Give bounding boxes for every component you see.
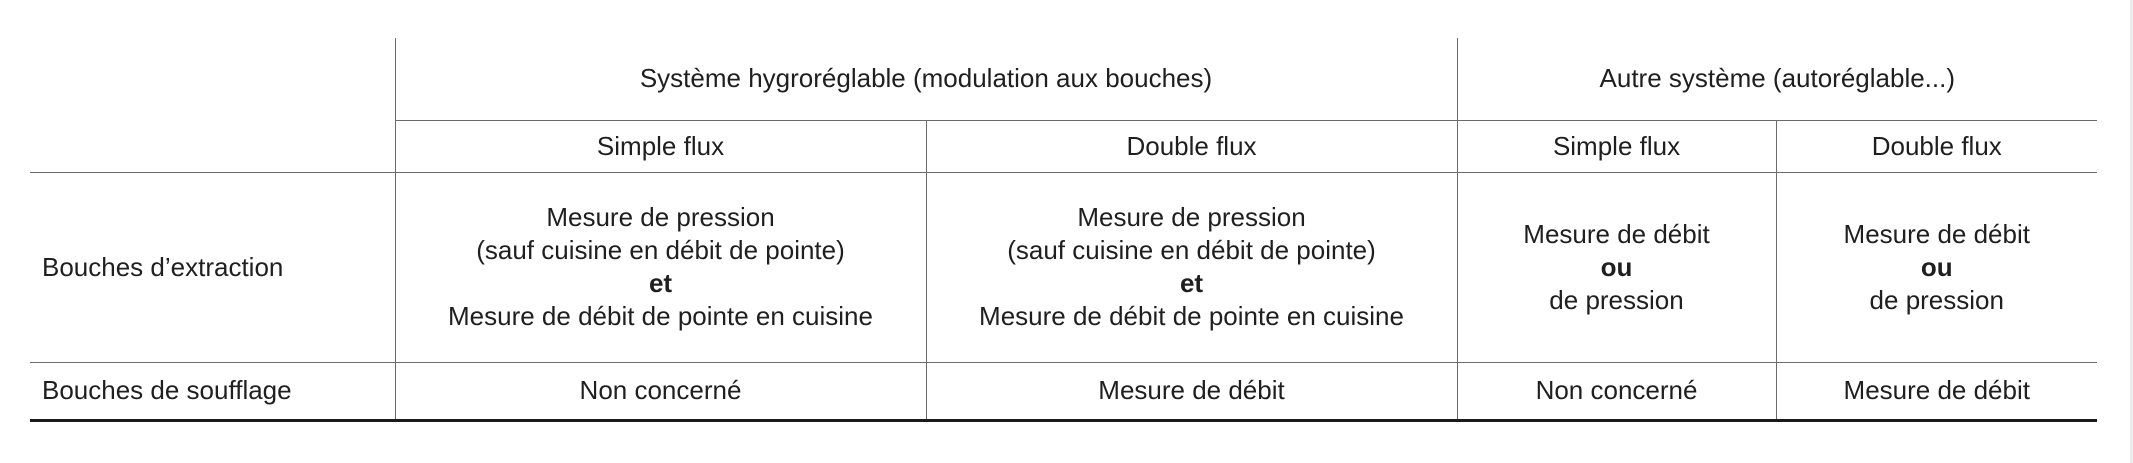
table-row — [30, 362, 2097, 420]
cell-extraction-other-double — [1776, 172, 2097, 362]
cell-line: Mesure de pression — [1077, 202, 1306, 232]
corner-cell — [30, 120, 395, 172]
sub-header-row — [30, 120, 2097, 172]
cell-line: Mesure de pression — [546, 202, 775, 232]
cell-conjunction: ou — [1600, 251, 1633, 282]
sub-header-other-double: Double flux — [1776, 120, 2097, 172]
cell-conjunction: et — [1179, 268, 1204, 298]
sub-header-other-simple: Simple flux — [1457, 120, 1776, 172]
cell-conjunction: et — [648, 268, 673, 298]
cell-line: de pression — [1869, 284, 2004, 315]
row-label-soufflage: Bouches de soufflage — [30, 362, 395, 420]
group-header-other: Autre système (autoréglable...) — [1457, 38, 2097, 120]
sub-header-hygro-double: Double flux — [926, 120, 1457, 172]
table-row — [30, 172, 2097, 362]
cell-line: (sauf cuisine en débit de pointe) — [1007, 235, 1376, 265]
sub-header-hygro-simple: Simple flux — [395, 120, 926, 172]
cell-soufflage-hygro-double: Mesure de débit — [926, 362, 1457, 420]
group-header-row — [30, 38, 2097, 120]
cell-line: Mesure de débit de pointe en cuisine — [448, 301, 873, 331]
cell-soufflage-hygro-simple: Non concerné — [395, 362, 926, 420]
corner-cell — [30, 38, 395, 120]
ventilation-measurement-table — [30, 38, 2097, 422]
cell-extraction-other-simple — [1457, 172, 1776, 362]
cell-soufflage-other-double: Mesure de débit — [1776, 362, 2097, 420]
cell-line: (sauf cuisine en débit de pointe) — [476, 235, 845, 265]
cell-extraction-hygro-simple — [395, 172, 926, 362]
cell-extraction-hygro-double — [926, 172, 1457, 362]
cell-soufflage-other-simple: Non concerné — [1457, 362, 1776, 420]
cell-conjunction: ou — [1920, 251, 1953, 282]
cell-line: Mesure de débit — [1843, 218, 2030, 249]
cell-line: Mesure de débit — [1523, 218, 1710, 249]
row-label-extraction: Bouches d’extraction — [30, 172, 395, 362]
group-header-hygro: Système hygroréglable (modulation aux bouches) — [395, 38, 1457, 120]
cell-line: de pression — [1549, 284, 1684, 315]
cell-line: Mesure de débit de pointe en cuisine — [979, 301, 1404, 331]
